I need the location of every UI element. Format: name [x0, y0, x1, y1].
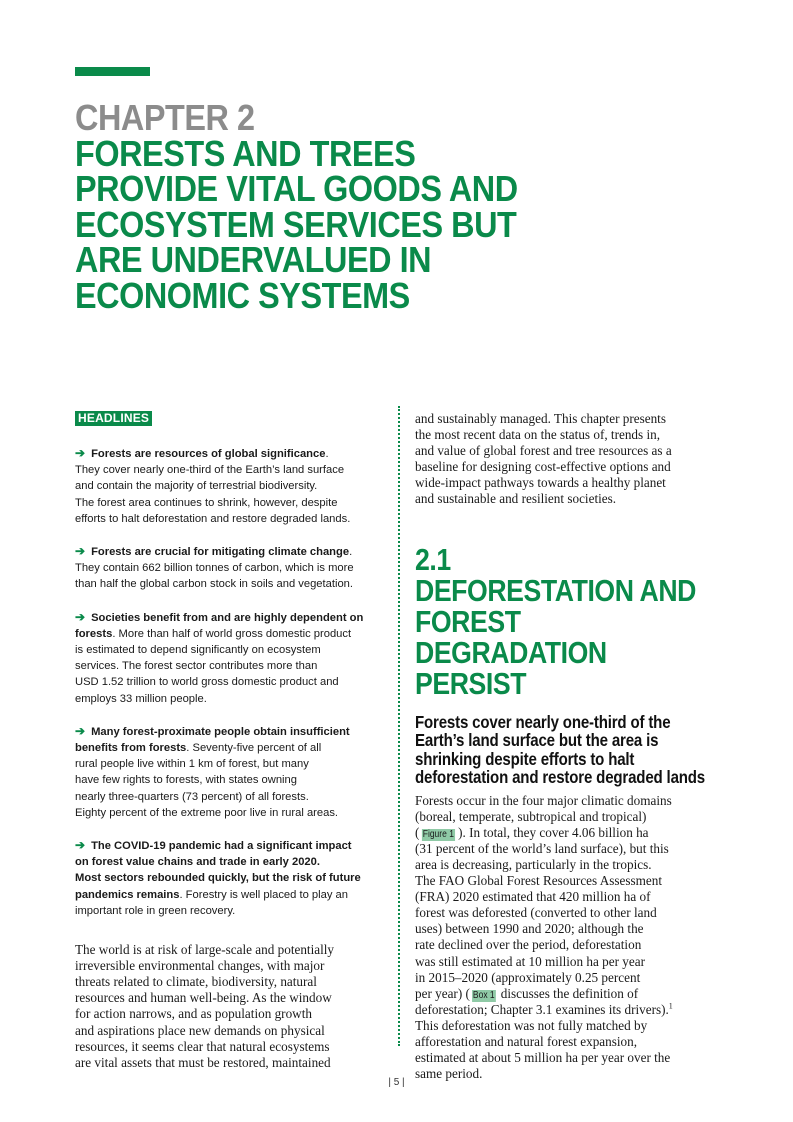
- section-subheading: Forests cover nearly one-third of the Earth’s land surface but the area is shrinking despite efforts to halt deforestation and restore degraded lands: [415, 711, 706, 788]
- chapter-title-line: ARE UNDERVALUED IN: [75, 239, 432, 280]
- page-number: | 5 |: [388, 1077, 405, 1088]
- section-number: 2.1: [415, 541, 451, 577]
- headline-2: ➔ Forests are crucial for mitigating climate change. They contain 662 billion tonnes of carbon, which is more than half the global carbon stock in soils and vegetation.: [75, 544, 354, 591]
- left-column: [75, 409, 380, 1071]
- chapter-title-line: ECONOMIC SYSTEMS: [75, 274, 410, 316]
- intro-paragraph-end: and sustainably managed. This chapter presents the most recent data on the status of, trends in, and value of global forest and tree resources as a baseline for designing cost-effective options and wide-impact pathways towards a healthy planet and sustainable and resilient societies.: [415, 411, 672, 507]
- column-divider: [398, 406, 400, 1046]
- box-1-link[interactable]: Box 1: [472, 989, 495, 1001]
- arrow-right-icon: ➔: [75, 446, 86, 460]
- footnote-marker[interactable]: 1: [668, 1001, 673, 1011]
- arrow-right-icon: ➔: [75, 723, 86, 738]
- section-title-line: FOREST DEGRADATION: [415, 603, 607, 670]
- arrow-right-icon: ➔: [75, 838, 86, 853]
- arrow-right-icon: ➔: [75, 609, 86, 624]
- figure-1-link[interactable]: Figure 1: [423, 828, 455, 840]
- intro-paragraph-start: The world is at risk of large-scale and potentially irreversible environmental changes, with major threats related to climate, biodiversity, natural resources and human well-being. As the window for action narrows, and as population growth and aspirations place new demands on physical resources, it seems clear that natural ecosystems are vital assets that must be restored, maintained: [75, 942, 335, 1070]
- chapter-accent-bar: [75, 67, 150, 76]
- headline-1: ➔ Forests are resources of global significance. They cover nearly one-third of the Earth’s land surface and contain the majority of terrestrial biodiversity. The forest area continues to shrink, however, despite efforts to halt deforestation and restore degraded lands.: [75, 446, 351, 525]
- section-title-line: DEFORESTATION AND: [415, 572, 697, 608]
- section-heading: [415, 541, 716, 701]
- headlines-tag: HEADLINES: [75, 411, 152, 426]
- chapter-number: CHAPTER 2: [75, 97, 255, 138]
- arrow-right-icon: ➔: [75, 544, 86, 559]
- right-column: [415, 411, 715, 1082]
- section-body: Forests occur in the four major climatic domains (boreal, temperate, subtropical and tropical) ( Figure 1 ). In total, they cover 4.06 billion ha (31 percent of the world’s land surface), but this area is decreasing, particularly in the tropics. The FAO Global Forest Resources Assessment (FRA) 2020 estimated that 420 million ha of forest was deforested (converted to other land uses) between 1990 and 2020; although the rate declined over the period, deforestation was still estimated at 10 million ha per year in 2015–2020 (approximately 0.25 percent per year) ( Box 1 discusses the definition of deforestation; Chapter 3.1 examines its drivers).$^1$ This deforestation was not fully matched by afforestation and natural forest expansion, estimated at about 5 million ha per year over the same period.: [415, 792, 673, 1082]
- headline-4: ➔ Many forest-proximate people obtain insufficient benefits from forests. Seventy-five percent of all rural people live within 1 km of forest, but many have few rights to forests, with states owning nearly three-quarters (73 percent) of all forests. Eighty percent of the extreme poor live in rural areas.: [75, 723, 350, 819]
- section-title-line: PERSIST: [415, 665, 527, 701]
- headline-3: ➔ Societies benefit from and are highly dependent on forests. More than half of world gross domestic product is estimated to depend significantly on ecosystem services. The forest sector contributes more than USD 1.52 trillion to world gross domestic product and employs 33 million people.: [75, 609, 364, 705]
- headline-5: ➔ The COVID-19 pandemic had a significant impact on forest value chains and trade in early 2020. Most sectors rebounded quickly, but the risk of future pandemics remains. Forestry is well placed to play an important role in green recovery.: [75, 838, 361, 917]
- chapter-title-line: ECOSYSTEM SERVICES BUT: [75, 203, 517, 245]
- chapter-heading: [75, 97, 579, 316]
- chapter-title-line: FORESTS AND TREES: [75, 132, 416, 174]
- chapter-title-line: PROVIDE VITAL GOODS AND: [75, 168, 518, 209]
